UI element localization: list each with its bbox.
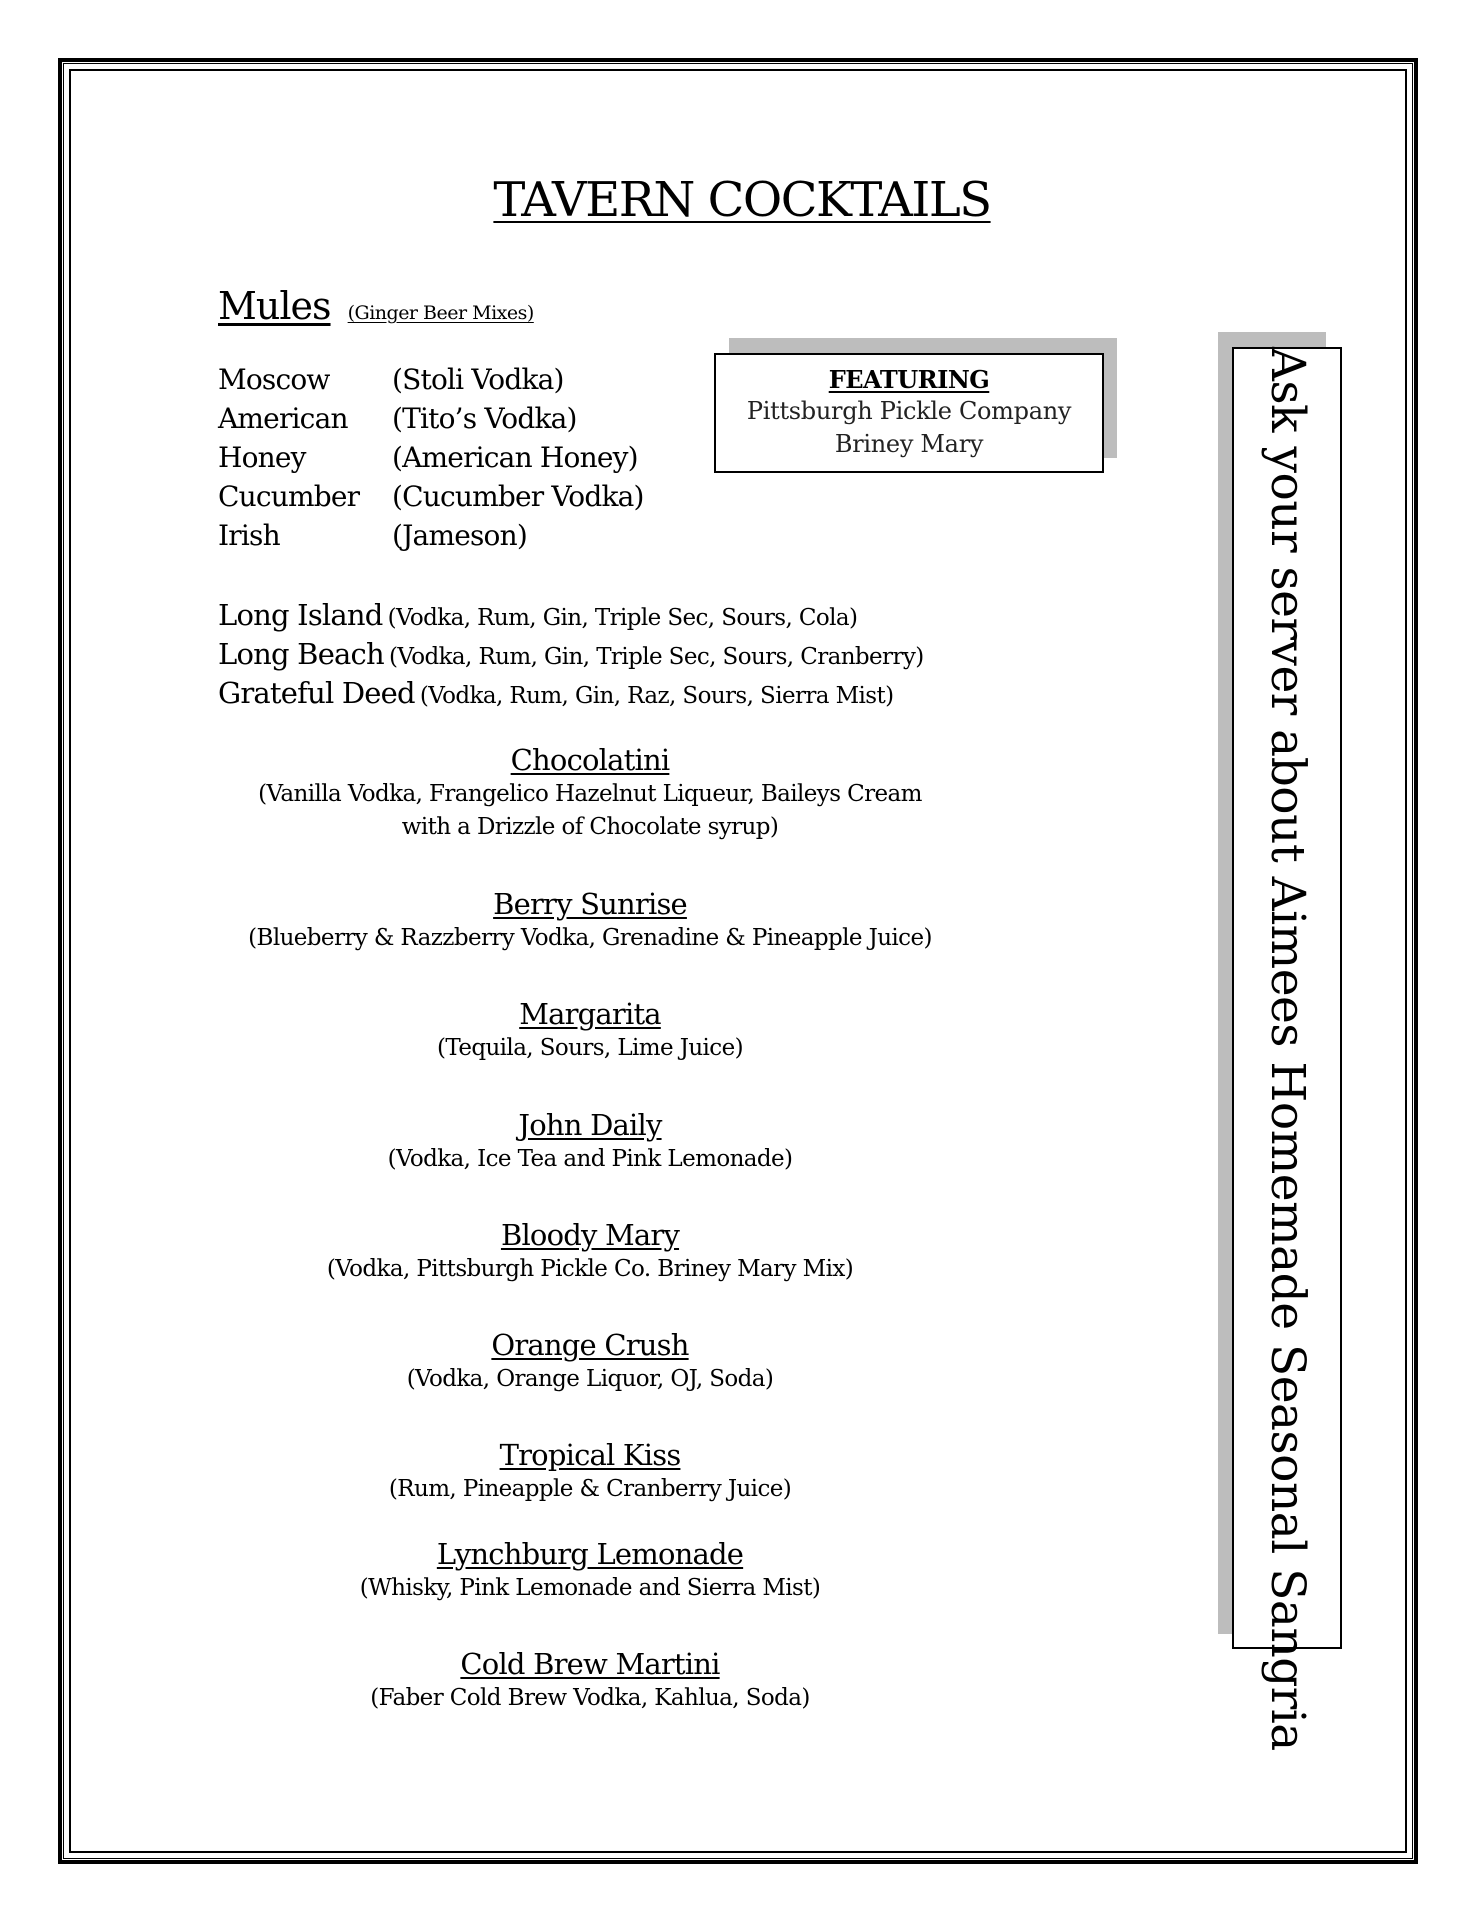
- cocktail-item: [200, 1437, 980, 1506]
- featuring-product: Briney Mary: [834, 430, 984, 458]
- cocktail-description: (Whisky, Pink Lemonade and Sierra Mist): [359, 1575, 821, 1601]
- cocktail-item: [200, 1327, 980, 1396]
- mule-name: Cucumber: [218, 480, 360, 513]
- cocktail-description: (Blueberry & Razzberry Vodka, Grenadine & Pineapple Juice): [248, 925, 932, 951]
- cocktail-name: Margarita: [519, 997, 661, 1031]
- mule-name: Irish: [218, 519, 280, 552]
- menu-title: TAVERN COCKTAILS: [493, 172, 991, 228]
- cocktail-list: [200, 0, 980, 1920]
- cocktail-item: [200, 1646, 980, 1715]
- cocktail-description: with a Drizzle of Chocolate syrup): [401, 814, 779, 840]
- island-drink-mix: (Vodka, Rum, Gin, Triple Sec, Sours, Cola): [387, 605, 858, 631]
- cocktail-description: (Faber Cold Brew Vodka, Kahlua, Soda): [370, 1685, 810, 1711]
- cocktail-item: [200, 996, 980, 1065]
- cocktail-name: Tropical Kiss: [499, 1438, 681, 1472]
- cocktail-description: (Rum, Pineapple & Cranberry Juice): [388, 1476, 792, 1502]
- cocktail-item: [200, 886, 980, 955]
- cocktail-item: [200, 1536, 980, 1605]
- cocktail-item: [200, 1217, 980, 1286]
- cocktail-name: Chocolatini: [510, 743, 670, 777]
- mule-mix: (Jameson): [392, 519, 527, 552]
- cocktail-description: (Vodka, Orange Liquor, OJ, Soda): [406, 1366, 774, 1392]
- island-drink-name: Grateful Deed: [218, 676, 415, 710]
- sangria-banner-text: Ask your server about Aimees Homemade Seasonal Sangria: [1260, 347, 1315, 1751]
- mule-name: Honey: [218, 441, 306, 474]
- mules-title: Mules: [218, 284, 331, 328]
- island-drink-mix: (Vodka, Rum, Gin, Triple Sec, Sours, Cranberry): [388, 644, 924, 670]
- featuring-company: Pittsburgh Pickle Company: [746, 397, 1072, 425]
- featuring-heading: FEATURING: [828, 365, 990, 394]
- mule-name: Moscow: [218, 363, 330, 396]
- mule-mix: (American Honey): [392, 441, 638, 474]
- cocktail-name: Orange Crush: [491, 1328, 689, 1362]
- island-drink-mix: (Vodka, Rum, Gin, Raz, Sours, Sierra Mist): [419, 683, 894, 709]
- cocktail-name: Cold Brew Martini: [460, 1647, 720, 1681]
- island-drink-name: Long Island: [218, 598, 383, 632]
- cocktail-name: John Daily: [518, 1108, 662, 1142]
- cocktail-description: (Vodka, Ice Tea and Pink Lemonade): [387, 1146, 793, 1172]
- mule-mix: (Tito’s Vodka): [392, 402, 577, 435]
- mule-mix: (Stoli Vodka): [392, 363, 564, 396]
- cocktail-item: [200, 742, 980, 844]
- cocktail-item: [200, 1107, 980, 1176]
- cocktail-name: Berry Sunrise: [493, 887, 687, 921]
- cocktail-description: (Vanilla Vodka, Frangelico Hazelnut Liqueur, Baileys Cream: [258, 781, 922, 807]
- mule-mix: (Cucumber Vodka): [392, 480, 644, 513]
- cocktail-description: (Vodka, Pittsburgh Pickle Co. Briney Mary Mix): [326, 1256, 854, 1282]
- island-drink-name: Long Beach: [218, 637, 384, 671]
- cocktail-name: Lynchburg Lemonade: [436, 1537, 744, 1571]
- cocktail-description: (Tequila, Sours, Lime Juice): [437, 1035, 743, 1061]
- mules-subtitle: (Ginger Beer Mixes): [347, 302, 534, 324]
- cocktail-name: Bloody Mary: [500, 1218, 680, 1252]
- mule-name: American: [218, 402, 348, 435]
